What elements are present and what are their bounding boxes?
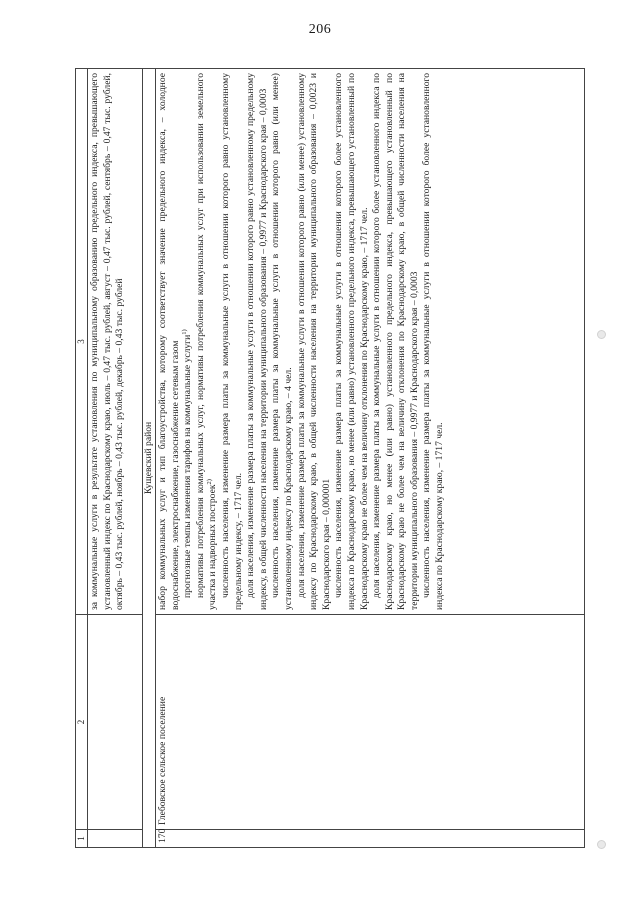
continuation-text: за коммунальные услуги в результате установления по муниципальному образованию предельного индекса, превышающего установленный индекс по Краснодарскому краю, июль – 0,47 тыс. рублей, август – 0,47 тыс. рублей, сентябрь – 0,47 тыс. рублей, октябрь – 0,43 тыс. рублей, ноябрь – 0,43 тыс. рублей, декабрь – 0,43 тыс. рублей [89,73,126,610]
continuation-text-cell [88,69,143,615]
binder-hole-top [597,330,606,339]
rotated-table-container [75,68,585,848]
tariff-forecast-text [182,73,195,610]
population-within-deviation-text: численность населения, изменение размера платы за коммунальные услуги в отношении которого более установленного индекса по Краснодарскому краю, но менее (или равно) установленного предельного индекса, превышающего установленный по Краснодарскому краю не более чем на величину отклонения по Краснодарскому краю, – 1717 чел. [333,73,370,610]
footnote-2-marker: 2) [206,479,214,485]
page-number: 206 [308,22,332,37]
footnote-1-marker: 1) [181,329,188,335]
continuation-name-cell [88,615,143,830]
population-equal-limit-text: численность населения, изменение размера платы за коммунальные услуги в отношении которого равно установленному предельному индексу, – 1717 чел. [219,73,244,610]
binder-hole-bottom [597,840,606,849]
table-row [156,69,585,848]
data-table [75,68,585,848]
header-col-1: 1 [76,830,88,848]
indicators-cell [156,69,585,615]
region-name: Кущевский район [143,69,156,848]
share-below-regional-text: доля населения, изменение размера платы за коммунальные услуги в отношении которого равно (или менее) установленному индексу по Краснодарскому краю, в общей численности населения на территории муниципального образования – 0,0023 и Краснодарского края – 0,000001 [295,73,332,610]
continuation-row [88,69,143,848]
tariff-forecast-label: прогнозные темпы изменения тарифов на коммунальные услуги [182,334,194,598]
continuation-number-cell [88,830,143,848]
row-number: 170 [156,830,585,848]
header-col-2: 2 [76,615,88,830]
settlement-name: Глебовское сельское поселение [156,615,585,830]
utility-set-text: набор коммунальных услуг и тип благоустройства, которому соответствует значение предельного индекса, – холодное водоснабжение, электроснабжение, газоснабжение сетевым газом [157,73,181,610]
table-header-row [76,69,88,848]
share-within-deviation-text: доля населения, изменение размера платы за коммунальные услуги в отношении которого более установленного индекса по Краснодарскому краю, но менее (или равно) установленного предельного индекса, превышающего установленный по Краснодарскому краю не более чем на величину отклонения по Краснодарскому краю, в общей численности населения на территории муниципального образования – 0,9977 и Краснодарского края – 0,0003 [371,73,420,610]
consumption-norms-text [195,73,220,610]
consumption-norms-label: нормативы потребления коммунальных услуг, нормативы потребления коммунальных услуг при использовании земельного участка и надворных построек [194,73,219,610]
header-col-3: 3 [76,69,88,615]
population-below-regional-text: численность населения, изменение размера платы за коммунальные услуги в отношении которого равно (или менее) установленному индексу по Краснодарскому краю, – 4 чел. [270,73,294,610]
region-row [143,69,156,848]
share-equal-limit-text: доля населения, изменение размера платы за коммунальные услуги в отношении которого равно установленному предельному индексу, в общей численности населения на территории муниципального образования – 0,9977 и Краснодарского края – 0,0003 [245,73,269,610]
population-above-regional-text: численность населения, изменение размера платы за коммунальные услуги в отношении которого более установленного индекса по Краснодарскому краю, – 1717 чел. [421,73,446,610]
